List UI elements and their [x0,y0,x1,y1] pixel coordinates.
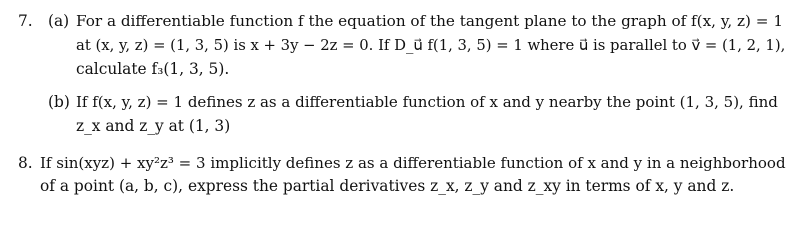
problem-text-line: For a differentiable function f the equation of the tangent plane to the graph of f(x, y, z) = 1 [76,12,784,30]
problem-text-line: at (x, y, z) = (1, 3, 5) is x + 3y − 2z = 0. If D_u⃗ f(1, 3, 5) = 1 where u⃗ is parallel to v⃗ = (1, 2, 1), [76,37,786,54]
problem-text-line: If sin(xyz) + xy²z³ = 3 implicitly defines z as a differentiable function of x and y in a neighborhood [40,154,786,172]
part-label: (a) [48,12,70,30]
problem-number: 7. [18,12,33,30]
problem-text-line: of a point (a, b, c), express the partial derivatives z_x, z_y and z_xy in terms of x, y and z. [40,177,735,195]
problem-text-line: If f(x, y, z) = 1 defines z as a differentiable function of x and y nearby the point (1, 3, 5), find [76,93,778,111]
part-label: (b) [48,93,70,111]
problem-text-line: calculate f₃(1, 3, 5). [76,60,230,78]
problem-text-line: z_x and z_y at (1, 3) [76,117,231,135]
problem-number: 8. [18,154,33,172]
